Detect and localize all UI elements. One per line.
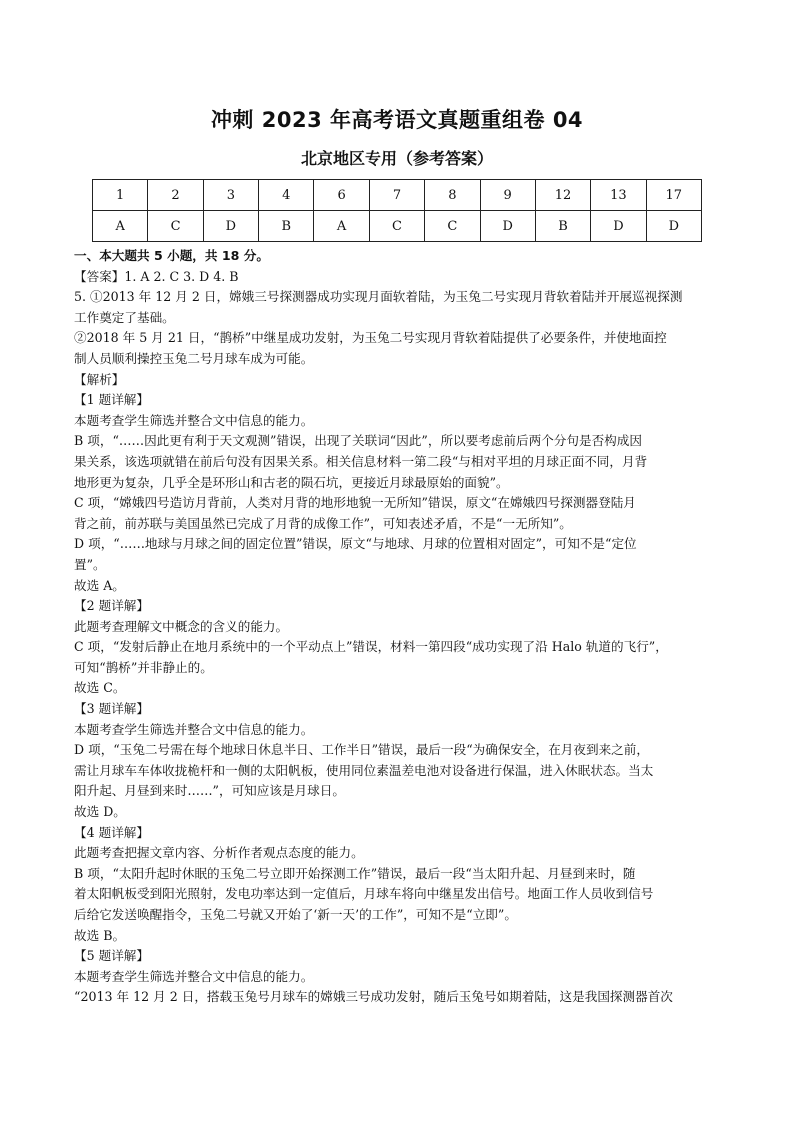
text-line: 本题考查学生筛选并整合文中信息的能力。 bbox=[74, 968, 314, 984]
question-number-cell: 6 bbox=[314, 180, 369, 211]
question-number-cell: 4 bbox=[259, 180, 314, 211]
question-number-cell: 12 bbox=[535, 180, 590, 211]
text-line: 可知“鹊桥”并非静止的。 bbox=[74, 659, 213, 675]
text-line: 【1 题详解】 bbox=[74, 392, 149, 408]
text-line: D 项，“……地球与月球之间的固定位置”错误，原文“与地球、月球的位置相对固定”，可知不是“定位 bbox=[74, 536, 637, 552]
text-line: 阳升起、月昼到来时……”，可知应该是月球日。 bbox=[74, 783, 345, 799]
text-line: 置”。 bbox=[74, 556, 106, 572]
page-subtitle: 北京地区专用（参考答案） bbox=[300, 149, 493, 168]
text-line: 地形更为复杂，几乎全是环形山和古老的陨石坑，更接近月球最原始的面貌”。 bbox=[74, 474, 509, 490]
question-number-cell: 3 bbox=[203, 180, 258, 211]
question-number-cell: 1 bbox=[93, 180, 148, 211]
text-line: 故选 B。 bbox=[74, 927, 126, 943]
page-title: 冲刺 2023 年高考语文真题重组卷 04 bbox=[210, 108, 584, 132]
answer-cell: B bbox=[259, 211, 314, 242]
answer-cell: D bbox=[646, 211, 701, 242]
answer-cell: C bbox=[148, 211, 203, 242]
text-line: B 项，“……因此更有利于天文观测”错误，出现了关联词“因此”，所以要考虑前后两个分句是否构成因 bbox=[74, 433, 642, 449]
answer-cell: C bbox=[369, 211, 424, 242]
text-line: 需让月球车车体收拢桅杆和一侧的太阳帆板，使用同位素温差电池对设备进行保温，进入休眠状态。当太 bbox=[74, 762, 654, 778]
text-line: 工作奠定了基础。 bbox=[74, 309, 175, 325]
answer-cell: D bbox=[591, 211, 646, 242]
text-line: ②2018 年 5 月 21 日，“鹊桥”中继星成功发射，为玉兔二号实现月背软着陆提供了必要条件，并使地面控 bbox=[74, 330, 667, 346]
answer-cell: C bbox=[425, 211, 480, 242]
text-line: 【3 题详解】 bbox=[74, 701, 149, 717]
question-number-cell: 8 bbox=[425, 180, 480, 211]
answer-cell: D bbox=[203, 211, 258, 242]
answer-explanation-body bbox=[74, 246, 724, 1008]
text-line: “2013 年 12 月 2 日，搭载玉兔号月球车的嫦娥三号成功发射，随后玉兔号如期着陆，这是我国探测器首次 bbox=[74, 989, 673, 1005]
text-line: C 项，“嫦娥四号造访月背前，人类对月背的地形地貌一无所知”错误，原文“在嫦娥四号探测器登陆月 bbox=[74, 495, 636, 511]
answer-table-answer-row bbox=[93, 211, 702, 242]
text-line: C 项，“发射后静止在地月系统中的一个平动点上”错误，材料一第四段“成功实现了沿 Halo 轨道的飞行”， bbox=[74, 639, 668, 655]
question-number-cell: 13 bbox=[591, 180, 646, 211]
text-line: 背之前，前苏联与美国虽然已完成了月背的成像工作”，可知表述矛盾，不是“一无所知”。 bbox=[74, 515, 572, 531]
text-line: 后给它发送唤醒指令，玉兔二号就又开始了‘新一天’的工作”，可知不是“立即”。 bbox=[74, 907, 517, 922]
text-line: 故选 C。 bbox=[74, 680, 126, 696]
text-line: 【5 题详解】 bbox=[74, 948, 149, 964]
question-number-cell: 2 bbox=[148, 180, 203, 211]
question-number-cell: 17 bbox=[646, 180, 701, 211]
text-line: 故选 A。 bbox=[74, 577, 125, 593]
text-line: 此题考查把握文章内容、分析作者观点态度的能力。 bbox=[74, 845, 364, 861]
text-line: 【2 题详解】 bbox=[74, 598, 149, 614]
text-line: 果关系，该选项就错在前后句没有因果关系。相关信息材料一第二段“与相对平坦的月球正面不同，月背 bbox=[74, 453, 648, 469]
answer-cell: B bbox=[535, 211, 590, 242]
question-number-cell: 9 bbox=[480, 180, 535, 211]
text-line: D 项，“玉兔二号需在每个地球日休息半日、工作半日”错误，最后一段“为确保安全，在月夜到来之前， bbox=[74, 742, 649, 758]
answer-cell: A bbox=[314, 211, 369, 242]
answer-tag-line: 【解析】 bbox=[74, 371, 125, 387]
answer-cell: A bbox=[93, 211, 148, 242]
text-line: 着太阳帆板受到阳光照射，发电功率达到一定值后，月球车将向中继星发出信号。地面工作人员收到信号 bbox=[74, 886, 654, 902]
section-heading: 一、本大题共 5 小题，共 18 分。 bbox=[74, 248, 269, 263]
text-line: 5. ①2013 年 12 月 2 日，嫦娥三号探测器成功实现月面软着陆，为玉兔二号实现月背软着陆并开展巡视探测 bbox=[74, 289, 683, 305]
answer-table-number-row bbox=[93, 180, 702, 211]
text-line: B 项，“太阳升起时休眠的玉兔二号立即开始探测工作”错误，最后一段“当太阳升起、月昼到来时，随 bbox=[74, 865, 636, 881]
answer-table bbox=[92, 179, 702, 242]
text-line: 本题考查学生筛选并整合文中信息的能力。 bbox=[74, 412, 314, 428]
text-line: 故选 D。 bbox=[74, 804, 126, 820]
text-line: 本题考查学生筛选并整合文中信息的能力。 bbox=[74, 721, 314, 737]
text-line: 此题考查理解文中概念的含义的能力。 bbox=[74, 618, 289, 634]
question-number-cell: 7 bbox=[369, 180, 424, 211]
text-line: 【4 题详解】 bbox=[74, 824, 149, 840]
text-line: 制人员顺利操控玉兔二号月球车成为可能。 bbox=[74, 350, 314, 366]
answer-tag-line: 【答案】1. A 2. C 3. D 4. B bbox=[74, 268, 239, 284]
answer-cell: D bbox=[480, 211, 535, 242]
